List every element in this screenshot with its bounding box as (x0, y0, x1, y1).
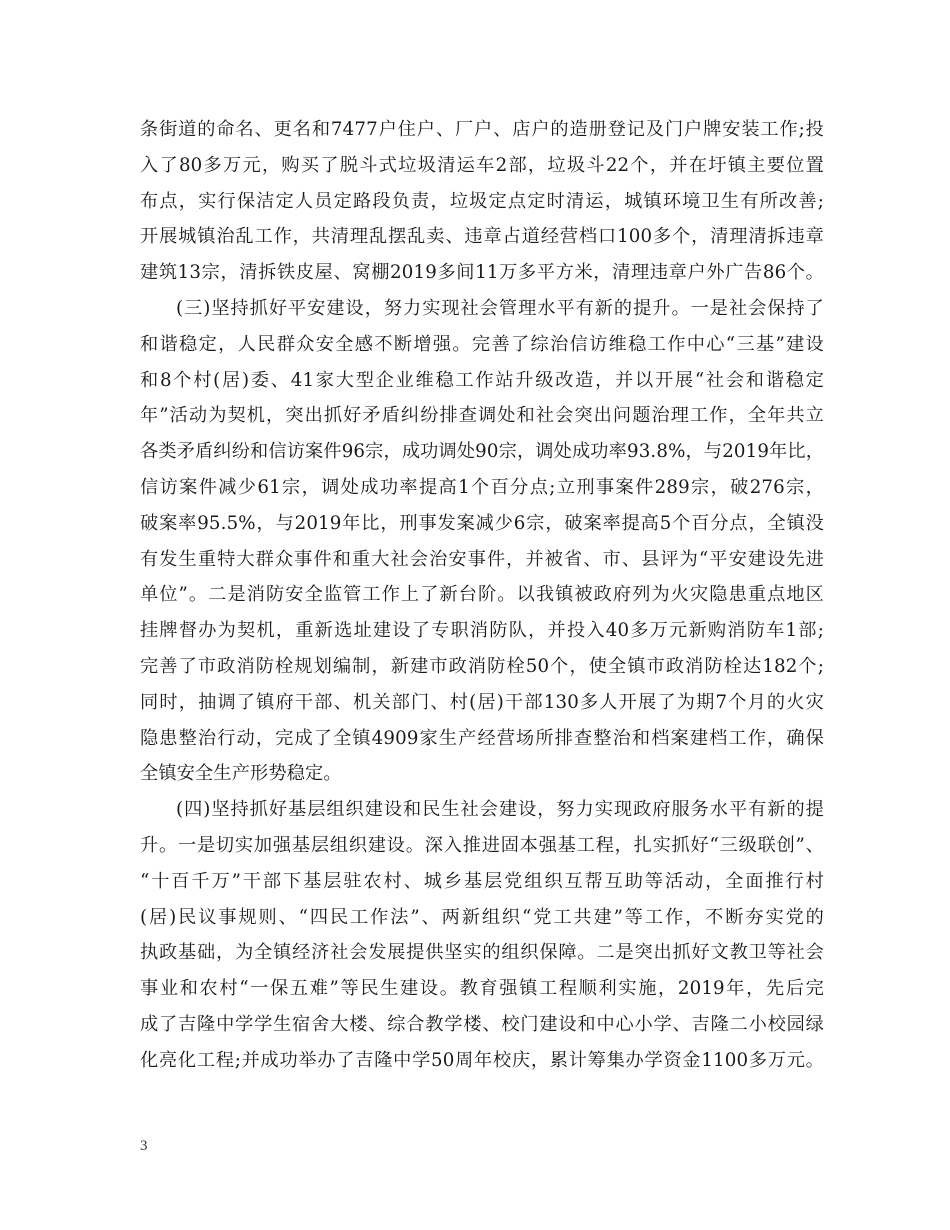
text-line: 执政基础，为全镇经济社会发展提供坚实的组织保障。二是突出抓好文教卫等社会 (140, 942, 824, 964)
text-line: 入了80多万元，购买了脱斗式垃圾清运车2部，垃圾斗22个，并在圩镇主要位置 (140, 154, 824, 176)
text-line: 和谐稳定，人民群众安全感不断增强。完善了综治信访维稳工作中心“三基”建设 (140, 333, 824, 355)
text-line: 事业和农村“一保五难”等民生建设。教育强镇工程顺利实施，2019年，先后完 (140, 978, 824, 1000)
text-line: 隐患整治行动，完成了全镇4909家生产经营场所排查整治和档案建档工作，确保 (140, 727, 824, 749)
text-line: 破案率95.5%，与2019年比，刑事发案减少6宗，破案率提高5个百分点，全镇没 (140, 512, 824, 534)
text-line: 同时，抽调了镇府干部、机关部门、村(居)干部130多人开展了为期7个月的火灾 (140, 691, 824, 713)
text-line: 升。一是切实加强基层组织建设。深入推进固本强基工程，扎实抓好“三级联创”、 (140, 834, 824, 856)
paragraph-start-line: (四)坚持抓好基层组织建设和民生社会建设，努力实现政府服务水平有新的提 (176, 799, 824, 821)
text-line: 单位”。二是消防安全监管工作上了新台阶。以我镇被政府列为火灾隐患重点地区 (140, 584, 824, 606)
text-line: 各类矛盾纠纷和信访案件96宗，成功调处90宗，调处成功率93.8%，与2019年比， (140, 441, 825, 463)
document-body (140, 112, 824, 1079)
text-line: 全镇安全生产形势稳定。 (140, 763, 342, 785)
text-line: 有发生重特大群众事件和重大社会治安事件，并被省、市、县评为“平安建设先进 (140, 548, 824, 570)
text-line: 成了吉隆中学学生宿舍大楼、综合教学楼、校门建设和中心小学、吉隆二小校园绿 (140, 1013, 824, 1035)
text-line: (居)民议事规则、“四民工作法”、两新组织“党工共建”等工作，不断夯实党的 (140, 906, 824, 928)
text-line: 布点，实行保洁定人员定路段负责，垃圾定点定时清运，城镇环境卫生有所改善; (140, 190, 824, 212)
text-line: “十百千万”干部下基层驻农村、城乡基层党组织互帮互助等活动，全面推行村 (140, 870, 824, 892)
text-line: 化亮化工程;并成功举办了吉隆中学50周年校庆，累计筹集办学资金1100多万元。 (140, 1049, 824, 1071)
text-line: 年”活动为契机，突出抓好矛盾纠纷排查调处和社会突出问题治理工作，全年共立 (140, 405, 824, 427)
paragraph-start-line: (三)坚持抓好平安建设，努力实现社会管理水平有新的提升。一是社会保持了 (176, 297, 824, 319)
text-line: 和8个村(居)委、41家大型企业维稳工作站升级改造，并以开展“社会和谐稳定 (140, 369, 824, 391)
text-line: 信访案件减少61宗，调处成功率提高1个百分点;立刑事案件289宗，破276宗， (140, 476, 824, 498)
text-line: 挂牌督办为契机，重新选址建设了专职消防队，并投入40多万元新购消防车1部; (140, 620, 824, 642)
text-line: 建筑13宗，清拆铁皮屋、窝棚2019多间11万多平方米，清理违章户外广告86个。 (140, 262, 824, 284)
text-line: 条街道的命名、更名和7477户住户、厂户、店户的造册登记及门户牌安装工作;投 (140, 119, 824, 140)
page-number: 3 (140, 1138, 148, 1154)
text-line: 开展城镇治乱工作，共清理乱摆乱卖、违章占道经营档口100多个，清理清拆违章 (140, 226, 824, 248)
text-line: 完善了市政消防栓规划编制，新建市政消防栓50个，使全镇市政消防栓达182个; (140, 655, 824, 677)
